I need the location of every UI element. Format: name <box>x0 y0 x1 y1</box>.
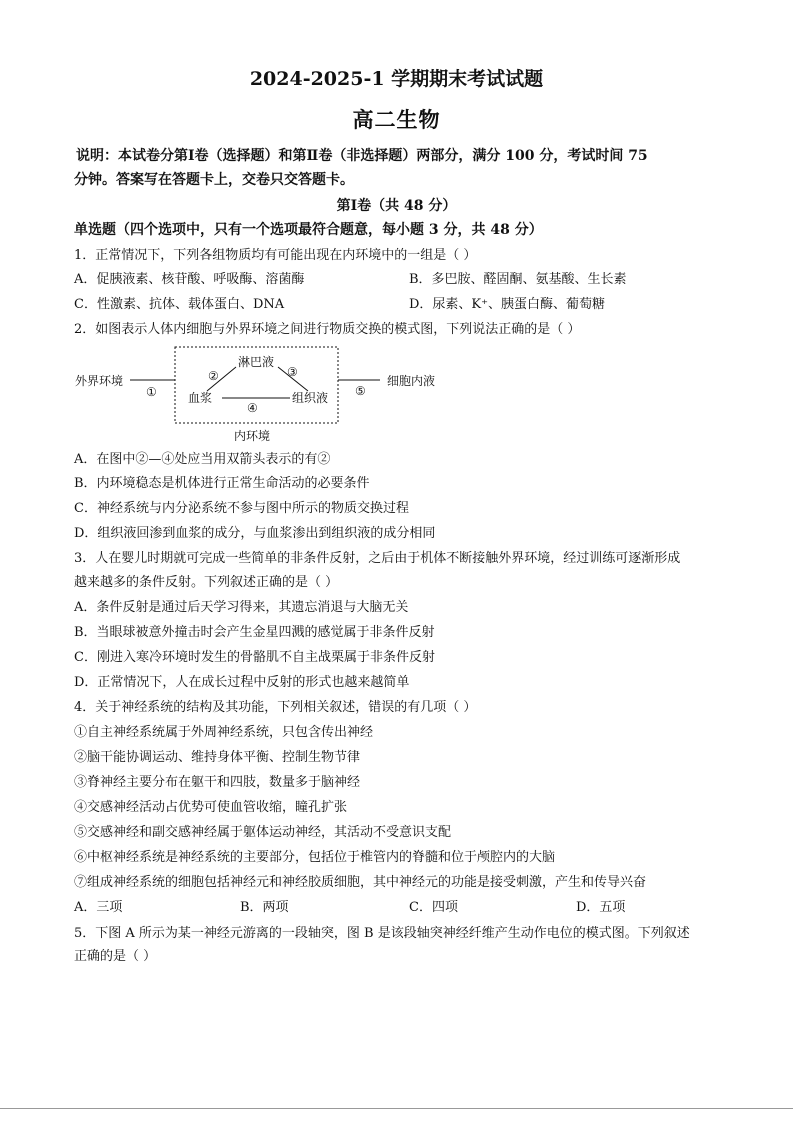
q5-stem-line-1: 5．下图 A 所示为某一神经元游离的一段轴突，图 B 是该段轴突神经纤维产生动作电位的模式图。下列叙述 <box>74 926 690 941</box>
q4-statement-3: ③脊神经主要分布在躯干和四肢，数量多于脑神经 <box>74 775 361 790</box>
label-cell-fluid: 细胞内液 <box>387 374 436 388</box>
q2-option-d: D．组织液回渗到血浆的成分，与血浆渗出到组织液的成分相同 <box>74 526 436 541</box>
instructions-line-2: 分钟。答案写在答题卡上，交卷只交答题卡。 <box>74 172 354 188</box>
q4-option-d: D．五项 <box>576 900 626 915</box>
q5-stem-line-2: 正确的是（ ） <box>74 949 157 964</box>
q3-option-b: B．当眼球被意外撞击时会产生金星四溅的感觉属于非条件反射 <box>74 625 435 640</box>
q3-option-a: A．条件反射是通过后天学习得来，其遗忘消退与大脑无关 <box>74 600 409 615</box>
q4-statement-4: ④交感神经活动占优势可使血管收缩，瞳孔扩张 <box>74 800 348 815</box>
q1-option-b: B．多巴胺、醛固酮、氨基酸、生长素 <box>409 272 627 287</box>
q3-stem-line-1: 3．人在婴儿时期就可完成一些简单的非条件反射，之后由于机体不断接触外界环境，经过训练可逐渐形成 <box>74 551 681 566</box>
exam-title: 2024-2025-1 学期期末考试试题 <box>249 68 544 90</box>
section-title: 第Ⅰ卷（共 48 分） <box>336 198 457 214</box>
page-bottom-divider <box>0 1108 793 1109</box>
q3-stem-line-2: 越来越多的条件反射。下列叙述正确的是（ ） <box>74 575 339 590</box>
label-plasma: 血浆 <box>188 391 213 405</box>
label-outer-environment: 外界环境 <box>75 374 124 388</box>
q4-statement-6: ⑥中枢神经系统是神经系统的主要部分，包括位于椎管内的脊髓和位于颅腔内的大脑 <box>74 850 556 865</box>
label-tissue-fluid: 组织液 <box>292 391 329 405</box>
subject-title: 高二生物 <box>352 107 441 132</box>
q4-statement-7: ⑦组成神经系统的细胞包括神经元和神经胶质细胞，其中神经元的功能是接受刺激，产生和传导兴奋 <box>74 875 647 890</box>
q4-stem: 4．关于神经系统的结构及其功能，下列相关叙述，错误的有几项（ ） <box>74 700 477 715</box>
q2-stem: 2．如图表示人体内细胞与外界环境之间进行物质交换的模式图，下列说法正确的是（ ） <box>74 322 581 337</box>
q1-option-d: D．尿素、K⁺、胰蛋白酶、葡萄糖 <box>409 297 605 312</box>
marker-4: ④ <box>247 401 258 415</box>
section-type-description: 单选题（四个选项中，只有一个选项最符合题意，每小题 3 分，共 48 分） <box>74 222 543 238</box>
q4-statement-2: ②脑干能协调运动、维持身体平衡、控制生物节律 <box>74 750 361 765</box>
q2-option-c: C．神经系统与内分泌系统不参与图中所示的物质交换过程 <box>74 501 409 516</box>
q4-option-a: A．三项 <box>74 900 123 915</box>
label-lymph: 淋巴液 <box>238 355 275 369</box>
marker-2: ② <box>208 369 219 383</box>
q4-option-c: C．四项 <box>409 900 458 915</box>
q2-option-b: B．内环境稳态是机体进行正常生命活动的必要条件 <box>74 476 370 491</box>
q2-option-a: A．在图中②—④处应当用双箭头表示的有② <box>74 452 331 467</box>
marker-3: ③ <box>287 365 298 379</box>
marker-1: ① <box>146 385 157 399</box>
label-internal-environment: 内环境 <box>234 429 271 443</box>
q3-option-d: D．正常情况下，人在成长过程中反射的形式也越来越简单 <box>74 675 410 690</box>
q4-statement-5: ⑤交感神经和副交感神经属于躯体运动神经，其活动不受意识支配 <box>74 825 452 840</box>
marker-5: ⑤ <box>355 384 366 398</box>
q1-stem: 1．正常情况下，下列各组物质均有可能出现在内环境中的一组是（ ） <box>74 248 477 263</box>
q3-option-c: C．刚进入寒冷环境时发生的骨骼肌不自主战栗属于非条件反射 <box>74 650 435 665</box>
q1-option-a: A．促胰液素、核苷酸、呼吸酶、溶菌酶 <box>74 272 305 287</box>
q4-statement-1: ①自主神经系统属于外周神经系统，只包含传出神经 <box>74 725 374 740</box>
internal-environment-diagram <box>70 343 470 449</box>
q1-option-c: C．性激素、抗体、载体蛋白、DNA <box>74 297 285 312</box>
q4-option-b: B．两项 <box>240 900 289 915</box>
instructions-line-1: 说明：本试卷分第Ⅰ卷（选择题）和第Ⅱ卷（非选择题）两部分，满分 100 分，考试时间 75 <box>76 148 648 164</box>
